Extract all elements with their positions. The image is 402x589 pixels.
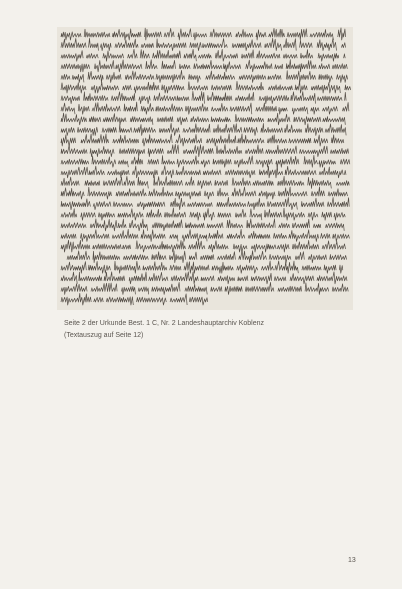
manuscript-script-line (61, 187, 348, 199)
manuscript-script-line (61, 229, 349, 241)
figure-caption (64, 318, 364, 342)
manuscript-script-line (61, 176, 349, 188)
page-number: 13 (348, 557, 356, 564)
manuscript-script-line (61, 91, 346, 103)
caption-line-2: (Textauszug auf Seite 12) (64, 332, 144, 339)
manuscript-script-line (61, 293, 208, 305)
manuscript-script-line (61, 166, 346, 178)
manuscript-script-line (61, 134, 344, 146)
manuscript-script-line (61, 197, 349, 209)
manuscript-script-line (61, 240, 346, 252)
manuscript-script-line (67, 251, 347, 263)
manuscript-script-line (61, 38, 346, 50)
manuscript-script-line (61, 81, 351, 93)
manuscript-script-line (61, 219, 344, 231)
manuscript-script-line (61, 282, 348, 294)
manuscript-script-line (61, 208, 345, 220)
manuscript-script-line (61, 144, 349, 156)
manuscript-image (57, 27, 353, 310)
manuscript-script-line (61, 28, 346, 40)
manuscript-script-line (61, 113, 345, 125)
manuscript-script-line (61, 102, 349, 114)
manuscript-script-line (61, 49, 345, 61)
manuscript-script-line (61, 60, 347, 72)
manuscript-script-line (61, 272, 347, 284)
manuscript-script-line (61, 70, 348, 82)
manuscript-script-line (61, 155, 350, 167)
caption-line-1: Seite 2 der Urkunde Best. 1 C, Nr. 2 Landeshauptarchiv Koblenz (64, 320, 265, 327)
manuscript-script-line (61, 261, 343, 273)
manuscript-script-line (61, 123, 346, 135)
